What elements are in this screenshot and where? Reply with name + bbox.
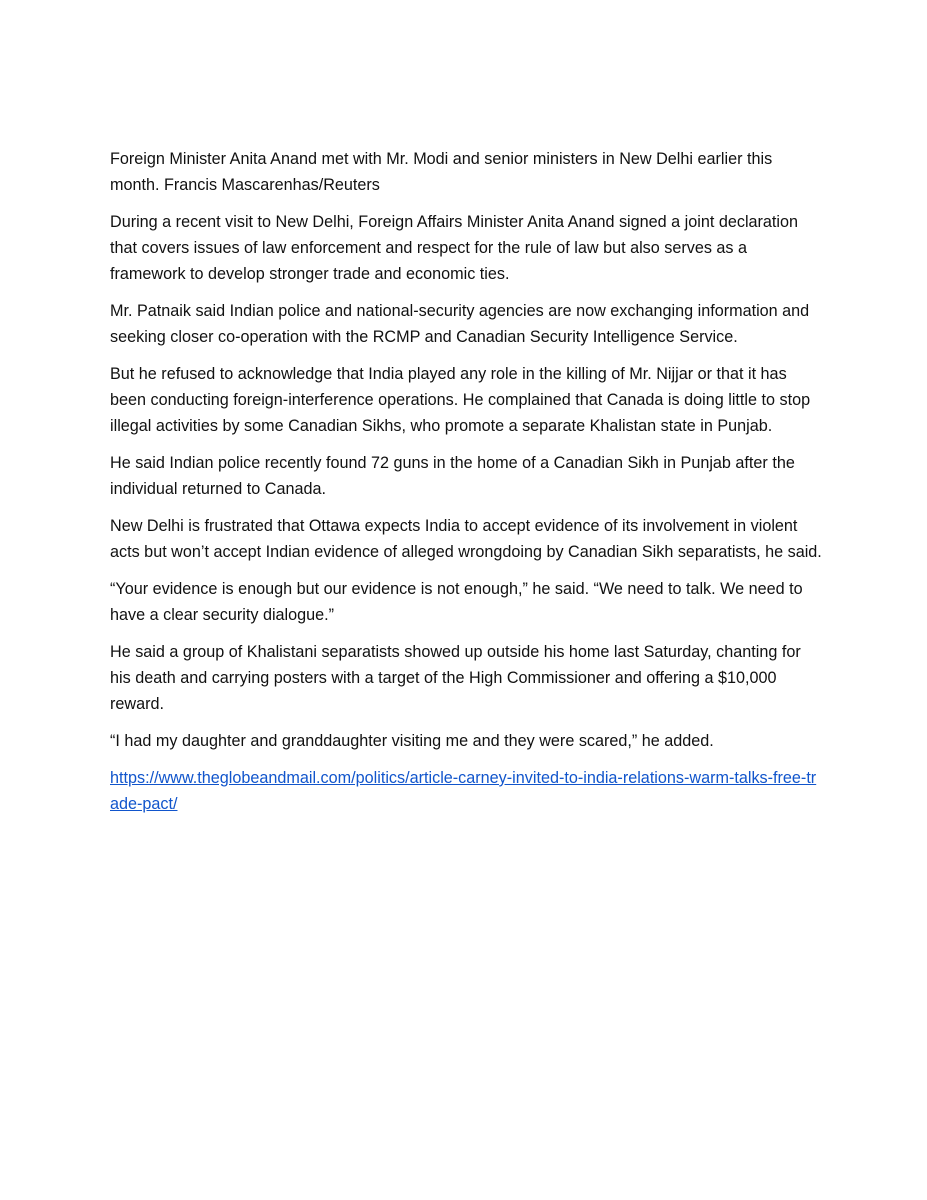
article-paragraph: “Your evidence is enough but our evidence is not enough,” he said. “We need to talk. We need to have a clear security dialogue.” bbox=[110, 580, 803, 624]
source-link[interactable]: https://www.theglobeandmail.com/politics/article-carney-invited-to-india-relations-warm-talks-free-trade-pact/ bbox=[110, 769, 817, 813]
photo-caption: Foreign Minister Anita Anand met with Mr. Modi and senior ministers in New Delhi earlier this month. Francis Mascarenhas/Reuters bbox=[110, 150, 773, 194]
article-paragraph: New Delhi is frustrated that Ottawa expects India to accept evidence of its involvement in violent acts but won’t accept Indian evidence of alleged wrongdoing by Canadian Sikh separatists, he said. bbox=[110, 517, 822, 561]
article-paragraph: “I had my daughter and granddaughter visiting me and they were scared,” he added. bbox=[110, 732, 714, 750]
article-paragraph: But he refused to acknowledge that India played any role in the killing of Mr. Nijjar or that it has been conducting foreign-interference operations. He complained that Canada is doing little to stop illegal activities by some Canadian Sikhs, who promote a separate Khalistan state in Punjab. bbox=[110, 365, 811, 435]
article-paragraph: He said a group of Khalistani separatists showed up outside his home last Saturday, chanting for his death and carrying posters with a target of the High Commissioner and offering a $10,000 reward. bbox=[110, 643, 801, 713]
article-paragraph: During a recent visit to New Delhi, Foreign Affairs Minister Anita Anand signed a joint declaration that covers issues of law enforcement and respect for the rule of law but also serves as a framework to develop stronger trade and economic ties. bbox=[110, 213, 799, 283]
article-paragraph: He said Indian police recently found 72 guns in the home of a Canadian Sikh in Punjab after the individual returned to Canada. bbox=[110, 454, 795, 498]
article-paragraph: Mr. Patnaik said Indian police and national-security agencies are now exchanging information and seeking closer co-operation with the RCMP and Canadian Security Intelligence Service. bbox=[110, 302, 810, 346]
source-link-paragraph bbox=[110, 765, 822, 817]
article-body bbox=[110, 146, 822, 828]
